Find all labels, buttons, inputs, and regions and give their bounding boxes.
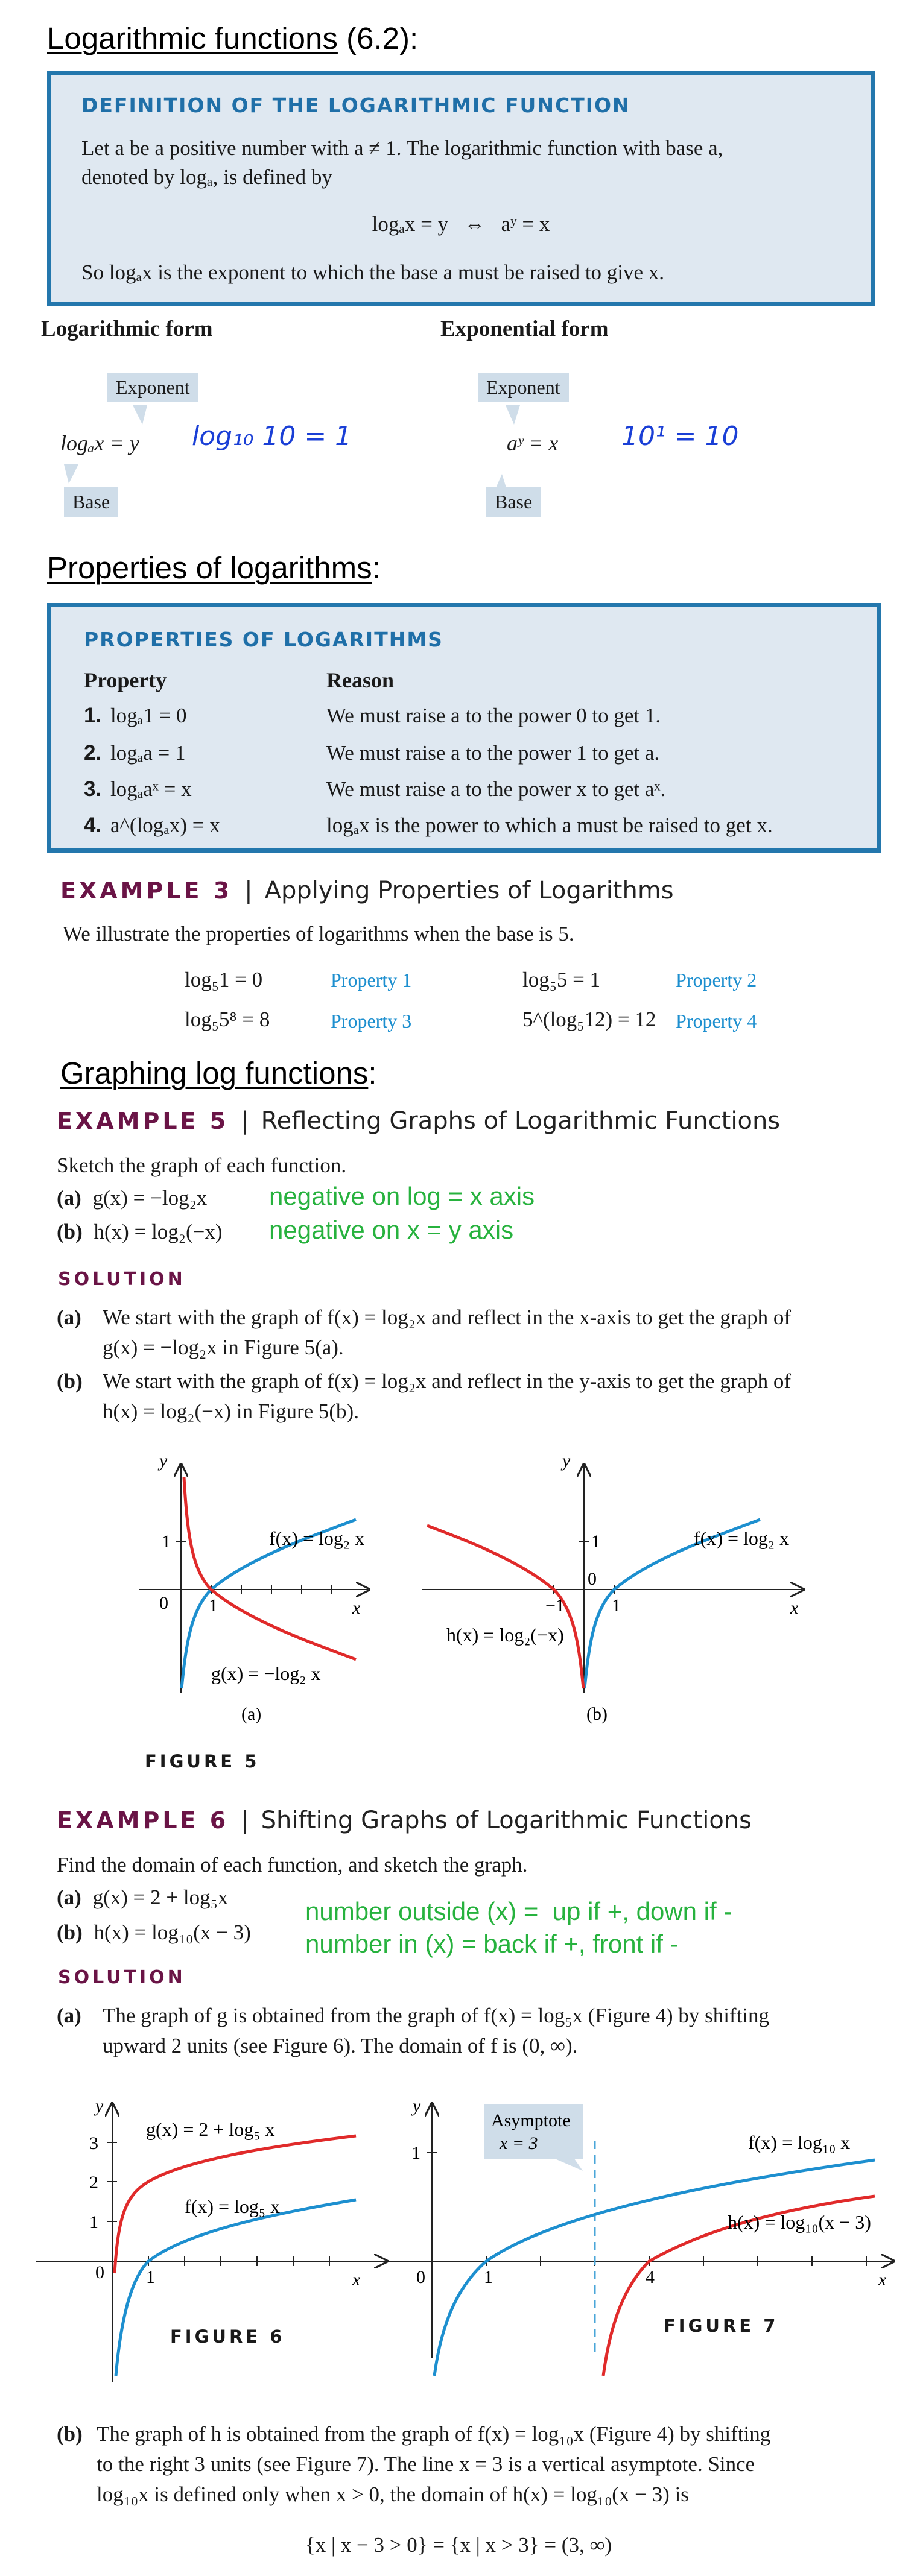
- example6-sol-b-1: The graph of h is obtained from the graph of f(x) = log₁₀x (Figure 4) by shifting: [97, 2422, 771, 2446]
- handwritten-exp-example: 10¹ = 10: [621, 421, 739, 452]
- label-one-x: 1: [209, 1596, 218, 1615]
- handwritten-log-example: log₁₀ 10 = 1: [192, 421, 352, 452]
- prop-expr: a^(logₐx) = x: [110, 813, 220, 837]
- label-f: f(x) = log₅ x: [185, 2196, 281, 2217]
- definition-line-2: denoted by logₐ, is defined by: [81, 165, 332, 189]
- example3-expr-2: log₅5 = 1: [522, 968, 601, 991]
- heading-underlined-text: Logarithmic functions: [47, 21, 338, 55]
- curve-g-neg-log2: [184, 1477, 356, 1659]
- heading-suffix: :: [368, 1056, 377, 1090]
- example6-sol-b-2: to the right 3 units (see Figure 7). The line x = 3 is a vertical asymptote. Since: [97, 2452, 755, 2476]
- exponent-tag-exp: Exponent: [478, 373, 569, 402]
- label-x: x: [790, 1598, 799, 1618]
- example6-header: [57, 1807, 752, 1834]
- example5-sol-b-2: h(x) = log₂(−x) in Figure 5(b).: [103, 1400, 359, 1423]
- label-zero: 0: [416, 2267, 425, 2287]
- prop-row-1: [84, 704, 868, 728]
- sol-a-label: (a): [57, 1305, 81, 1329]
- label-h: h(x) = log₁₀(x − 3): [728, 2211, 871, 2233]
- heading-underlined-text: Graphing log functions: [60, 1056, 369, 1090]
- curve-f-log5: [116, 2200, 356, 2376]
- example5-label: EXAMPLE 5: [57, 1108, 229, 1134]
- exp-form-heading: Exponential form: [440, 317, 609, 341]
- definition-line-1: Let a be a positive number with a ≠ 1. The logarithmic function with base a,: [81, 136, 723, 160]
- prop-row-4: [84, 813, 868, 838]
- part-a-expr: g(x) = −log₂x: [92, 1186, 208, 1210]
- curve-f-log10: [434, 2160, 875, 2376]
- example3-expr-1: log₅1 = 0: [185, 968, 263, 991]
- example6-sol-a-2: upward 2 units (see Figure 6). The domain of f is (0, ∞).: [103, 2034, 578, 2057]
- prop-reason: logₐx is the power to which a must be raised to get x.: [326, 813, 773, 837]
- prop-num: 2.: [84, 741, 102, 765]
- prop-row-2: [84, 741, 868, 765]
- asymptote-equation: x = 3: [500, 2133, 538, 2153]
- base-pointer-log: [64, 464, 78, 484]
- part-b-label: (b): [57, 1921, 83, 1944]
- figure5-caption: FIGURE 5: [145, 1751, 260, 1772]
- definition-line-3: So logₐx is the exponent to which the base a must be raised to give x.: [81, 260, 665, 284]
- example5-part-b: [57, 1217, 223, 1248]
- example5-sol-a-2: g(x) = −log₂x in Figure 5(a).: [103, 1336, 344, 1359]
- label-one-y: 1: [411, 2143, 420, 2163]
- example3-expr-3: log₅5⁸ = 8: [185, 1008, 270, 1031]
- ticks: [176, 1541, 332, 1594]
- col-reason: Reason: [326, 668, 395, 692]
- sol-a-label: (a): [57, 2004, 81, 2027]
- example5-note-b: negative on x = y axis: [269, 1216, 514, 1244]
- part-a-label: (a): [57, 1186, 81, 1210]
- example6-note-2: number in (x) = back if +, front if -: [305, 1930, 679, 1958]
- definition-box: [47, 71, 875, 306]
- example6-part-a: [57, 1883, 228, 1913]
- example5-header: [57, 1107, 780, 1135]
- label-y: y: [95, 2096, 104, 2116]
- prop-expr: logₐaˣ = x: [110, 777, 192, 801]
- label-zero: 0: [159, 1593, 168, 1613]
- label-g: g(x) = 2 + log₅ x: [146, 2118, 275, 2140]
- heading-underlined-text: Properties of logarithms: [47, 551, 372, 585]
- prop-reason: We must raise a to the power 0 to get 1.: [326, 704, 661, 727]
- exp-form-expression: aʸ = x: [507, 431, 559, 455]
- example3-title: Applying Properties of Logarithms: [264, 877, 674, 904]
- example3-prop-2: Property 2: [676, 969, 757, 991]
- label-g: g(x) = −log₂ x: [211, 1662, 321, 1684]
- part-b-expr: h(x) = log₁₀(x − 3): [94, 1921, 251, 1944]
- example5-solution-label: SOLUTION: [58, 1269, 186, 1290]
- example6-note-1: number outside (x) = up if +, down if -: [305, 1897, 732, 1925]
- label-x: x: [352, 1598, 361, 1618]
- prop-num: 3.: [84, 777, 102, 801]
- base-tag-exp: Base: [486, 487, 541, 517]
- tick-y-3: 3: [89, 2133, 98, 2153]
- prop-reason: We must raise a to the power 1 to get a.: [326, 741, 660, 765]
- example5-intro: Sketch the graph of each function.: [57, 1154, 347, 1177]
- label-h: h(x) = log₂(−x): [446, 1624, 564, 1646]
- example3-prop-4: Property 4: [676, 1010, 757, 1032]
- example6-label: EXAMPLE 6: [57, 1807, 229, 1834]
- base-tag-log: Base: [64, 487, 118, 517]
- section-heading-properties: [47, 550, 381, 586]
- example6-part-b: [57, 1918, 251, 1948]
- example6-sol-a-1: The graph of g is obtained from the graph of f(x) = log₅x (Figure 4) by shifting: [103, 2004, 770, 2027]
- example5-sol-b: [57, 1366, 83, 1397]
- label-one-y: 1: [591, 1532, 600, 1552]
- example3-prop-3: Property 3: [331, 1010, 412, 1032]
- asymptote-pointer: [555, 2159, 583, 2171]
- properties-box: [47, 603, 881, 853]
- label-one-x: 1: [612, 1596, 621, 1615]
- section-heading-graphing: [60, 1055, 377, 1091]
- tick-y-1: 1: [89, 2212, 98, 2232]
- example5-sep: |: [241, 1107, 249, 1135]
- prop-expr: logₐ1 = 0: [110, 704, 187, 727]
- example5-note-a: negative on log = x axis: [269, 1182, 535, 1210]
- definition-formula: logₐx = y ⇔ aʸ = x: [372, 212, 550, 236]
- figure7-caption: FIGURE 7: [664, 2316, 779, 2336]
- subcaption-b: (b): [586, 1704, 608, 1724]
- example5-sol-b-1: We start with the graph of f(x) = log₂x and reflect in the y-axis to get the graph of: [103, 1369, 791, 1393]
- figure6-caption: FIGURE 6: [170, 2326, 285, 2347]
- label-x: x: [352, 2270, 361, 2290]
- figure6: [24, 2092, 398, 2406]
- label-zero: 0: [95, 2262, 104, 2282]
- section-heading-logarithmic-functions: [47, 21, 418, 56]
- figure5a: [139, 1451, 368, 1724]
- prop-num: 4.: [84, 813, 102, 837]
- label-one-x: 1: [146, 2267, 155, 2287]
- example6-sep: |: [241, 1807, 249, 1834]
- prop-reason: We must raise a to the power x to get aˣ.: [326, 777, 666, 801]
- exponent-tag-log: Exponent: [107, 373, 198, 402]
- example6-title: Shifting Graphs of Logarithmic Functions: [261, 1807, 752, 1834]
- example3-label: EXAMPLE 3: [60, 877, 233, 904]
- example5-sol-a: [57, 1302, 81, 1333]
- example6-domain: {x | x − 3 > 0} = {x | x > 3} = (3, ∞): [305, 2533, 612, 2557]
- label-one-y: 1: [162, 1532, 171, 1552]
- figure7: [374, 2092, 905, 2382]
- asymptote-label: Asymptote: [491, 2110, 571, 2130]
- example3-expr-4: 5^(log₅12) = 12: [522, 1008, 656, 1031]
- part-a-label: (a): [57, 1886, 81, 1909]
- prop-row-3: [84, 777, 868, 801]
- label-f: f(x) = log₂ x: [269, 1527, 365, 1549]
- example6-solution-label: SOLUTION: [58, 1967, 186, 1988]
- example3-intro: We illustrate the properties of logarithms when the base is 5.: [63, 922, 574, 945]
- heading-suffix: (6.2):: [337, 21, 419, 55]
- log-form-heading: Logarithmic form: [41, 317, 213, 341]
- label-y: y: [562, 1451, 571, 1471]
- example5-title: Reflecting Graphs of Logarithmic Functions: [261, 1107, 781, 1135]
- tick-y-2: 2: [89, 2173, 98, 2192]
- label-zero: 0: [588, 1569, 597, 1589]
- example5-sol-a-1: We start with the graph of f(x) = log₂x and reflect in the x-axis to get the graph of: [103, 1305, 791, 1329]
- label-one-x: 1: [484, 2267, 493, 2287]
- part-a-expr: g(x) = 2 + log₅x: [92, 1886, 229, 1909]
- figure5: [97, 1447, 917, 1737]
- heading-suffix: :: [372, 551, 381, 585]
- example5-part-a: [57, 1183, 207, 1214]
- definition-title: DEFINITION OF THE LOGARITHMIC FUNCTION: [81, 93, 630, 117]
- example6-sol-b: [57, 2419, 83, 2450]
- col-property: Property: [84, 668, 167, 692]
- exponent-pointer-log: [133, 405, 147, 425]
- prop-num: 1.: [84, 704, 102, 727]
- figure5b: [422, 1451, 802, 1724]
- exponent-pointer-exp: [506, 405, 520, 425]
- label-y: y: [159, 1451, 168, 1471]
- example6-intro: Find the domain of each function, and sketch the graph.: [57, 1853, 528, 1877]
- label-four-x: 4: [646, 2267, 655, 2287]
- label-y: y: [413, 2096, 421, 2116]
- example6-sol-b-3: log₁₀x is defined only when x > 0, the domain of h(x) = log₁₀(x − 3) is: [97, 2483, 689, 2506]
- prop-expr: logₐa = 1: [110, 741, 186, 765]
- example3-header: [60, 877, 674, 904]
- part-b-label: (b): [57, 1220, 83, 1243]
- label-f: f(x) = log₁₀ x: [748, 2132, 851, 2153]
- label-f: f(x) = log₂ x: [694, 1527, 790, 1549]
- label-neg-one: −1: [545, 1596, 565, 1615]
- log-form-expression: logₐx = y: [60, 431, 139, 455]
- label-x: x: [878, 2270, 887, 2290]
- properties-title: PROPERTIES OF LOGARITHMS: [84, 628, 443, 651]
- example3-prop-1: Property 1: [331, 969, 412, 991]
- subcaption-a: (a): [241, 1704, 262, 1724]
- example6-sol-a: [57, 2001, 81, 2031]
- sol-b-label: (b): [57, 1369, 83, 1393]
- example3-sep: |: [244, 877, 253, 904]
- sol-b-label: (b): [57, 2422, 83, 2446]
- part-b-expr: h(x) = log₂(−x): [94, 1220, 223, 1243]
